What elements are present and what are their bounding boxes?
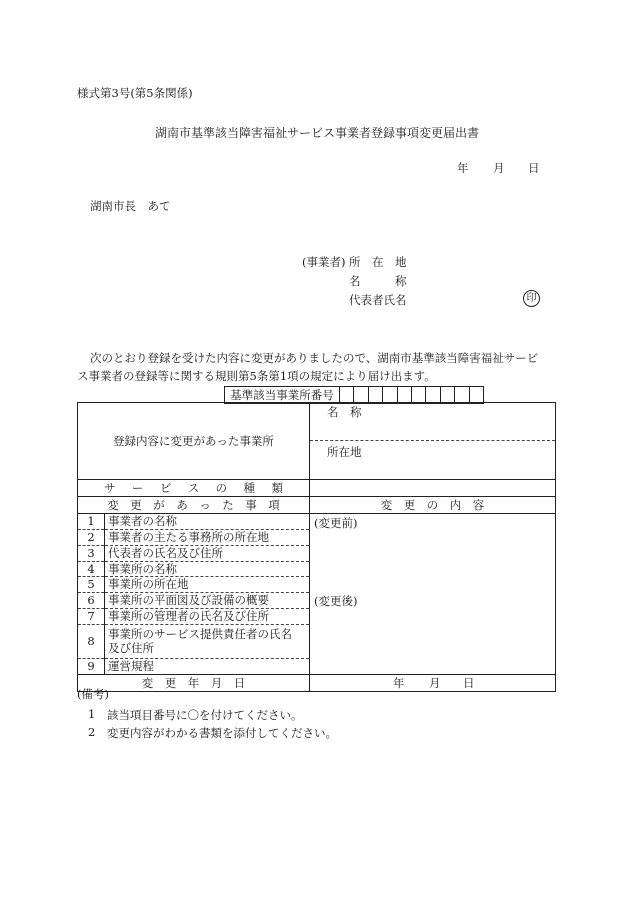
changed-office-label: 登録内容に変更があった事業所 — [78, 403, 310, 480]
note-text: 変更内容がわかる書類を添付してください。 — [107, 726, 337, 740]
date-day-label: 日 — [528, 161, 540, 175]
note-number: 2 — [88, 725, 96, 739]
item-label: 事業者の主たる事務所の所在地 — [105, 529, 310, 545]
seal-mark: 印 — [523, 290, 540, 307]
office-number-cell[interactable] — [426, 387, 440, 404]
body-text-line-1: 次のとおり登録を受けた内容に変更がありましたので、湖南市基準該当障害福祉サービ — [90, 351, 539, 365]
change-date-label: 変 更 年 月 日 — [78, 675, 310, 692]
item-number[interactable]: 2 — [78, 529, 105, 545]
item-number[interactable]: 9 — [78, 658, 105, 674]
change-content-field[interactable] — [310, 514, 556, 675]
item-number[interactable]: 3 — [78, 545, 105, 561]
office-location-field[interactable] — [310, 441, 555, 479]
office-number-cell[interactable] — [383, 387, 397, 404]
office-location-label: 所在地 — [327, 445, 362, 459]
applicant-prefix: (事業者) — [302, 255, 346, 269]
applicant-name-label: 名 称 — [349, 274, 407, 288]
item-number[interactable]: 8 — [78, 624, 105, 658]
applicant-representative-label: 代表者氏名 — [349, 293, 407, 307]
office-number-cell[interactable] — [368, 387, 382, 404]
office-number-cell[interactable] — [411, 387, 425, 404]
note-number: 1 — [88, 707, 96, 721]
item-label: 事業者の名称 — [105, 514, 310, 529]
office-number-cell[interactable] — [354, 387, 368, 404]
date-month-label: 月 — [493, 161, 505, 175]
registration-change-table — [77, 402, 556, 692]
change-date-month: 月 — [429, 676, 441, 690]
changed-items-header: 変 更 が あ っ た 事 項 — [78, 497, 310, 514]
body-text-line-2: ス事業者の登録等に関する規則第5条第1項の規定により届け出ます。 — [77, 369, 436, 383]
office-number-cell[interactable] — [469, 387, 483, 404]
item-label: 事業所のサービス提供責任者の氏名 及び住所 — [105, 624, 310, 658]
office-number-label: 基準該当事業所番号 — [225, 387, 340, 404]
item-label: 事業所の管理者の氏名及び住所 — [105, 608, 310, 624]
office-name-label: 名 称 — [327, 405, 362, 419]
item-number[interactable]: 5 — [78, 576, 105, 592]
item-number[interactable]: 1 — [78, 514, 105, 529]
item-number[interactable]: 7 — [78, 608, 105, 624]
office-number-cell[interactable] — [397, 387, 411, 404]
date-year-label: 年 — [457, 161, 469, 175]
change-date-day: 日 — [463, 676, 475, 690]
changed-items-list — [78, 514, 310, 675]
service-type-label: サ ー ビ ス の 種 類 — [78, 480, 310, 497]
item-label: 事業所の所在地 — [105, 576, 310, 592]
office-number-cell[interactable] — [455, 387, 469, 404]
applicant-address-label: 所 在 地 — [349, 255, 407, 269]
office-name-field[interactable] — [310, 403, 555, 441]
addressee: 湖南市長 あて — [90, 199, 171, 213]
note-text: 該当項目番号に〇を付けてください。 — [107, 708, 303, 722]
office-number-cell[interactable] — [440, 387, 454, 404]
item-label: 代表者の氏名及び住所 — [105, 545, 310, 561]
item-label: 運営規程 — [108, 659, 154, 674]
item-number[interactable]: 4 — [78, 561, 105, 576]
after-change-label: (変更後) — [314, 594, 358, 608]
item-number[interactable]: 6 — [78, 592, 105, 608]
notes-heading: (備考) — [77, 687, 109, 701]
item-label: 事業所の名称 — [105, 561, 310, 576]
form-number: 様式第3号(第5条関係) — [77, 86, 193, 100]
document-title: 湖南市基準該当障害福祉サービス事業者登録事項変更届出書 — [155, 126, 480, 140]
service-type-field[interactable] — [310, 480, 556, 497]
change-content-header: 変 更 の 内 容 — [310, 497, 556, 514]
change-date-year: 年 — [393, 676, 405, 690]
change-date-field[interactable] — [310, 675, 556, 692]
changed-office-fields — [310, 403, 556, 480]
before-change-label: (変更前) — [314, 516, 358, 530]
item-label: 事業所の平面図及び設備の概要 — [105, 592, 310, 608]
office-number-cell[interactable] — [340, 387, 354, 404]
